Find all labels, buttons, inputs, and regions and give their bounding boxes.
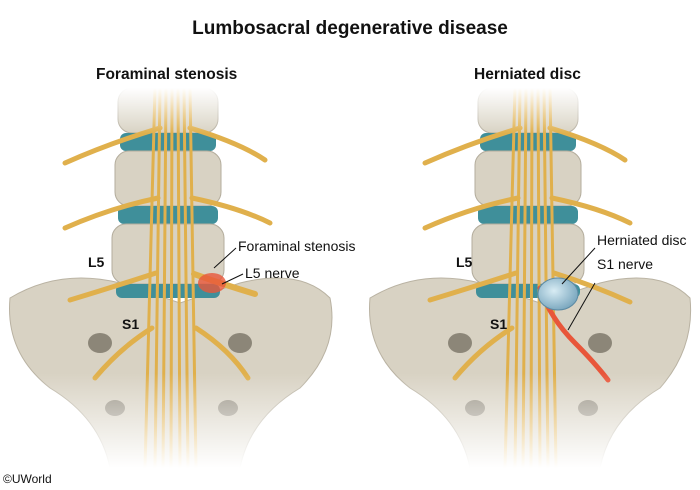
- label-l5: L5: [456, 254, 473, 270]
- label-l5-nerve: L5 nerve: [245, 265, 300, 281]
- panel-title-herniated-disc: Herniated disc: [474, 66, 581, 83]
- label-foraminal-stenosis: Foraminal stenosis: [238, 238, 356, 254]
- copyright: ©UWorld: [3, 472, 52, 486]
- figure-title: Lumbosacral degenerative disease: [192, 18, 508, 39]
- label-s1: S1: [490, 316, 508, 332]
- panel-title-foraminal-stenosis: Foraminal stenosis: [96, 66, 238, 83]
- label-l5: L5: [88, 254, 105, 270]
- label-herniated-disc: Herniated disc: [597, 232, 687, 248]
- label-s1-nerve: S1 nerve: [597, 256, 654, 272]
- herniated-disc-illustration: [350, 88, 700, 468]
- label-s1: S1: [122, 316, 140, 332]
